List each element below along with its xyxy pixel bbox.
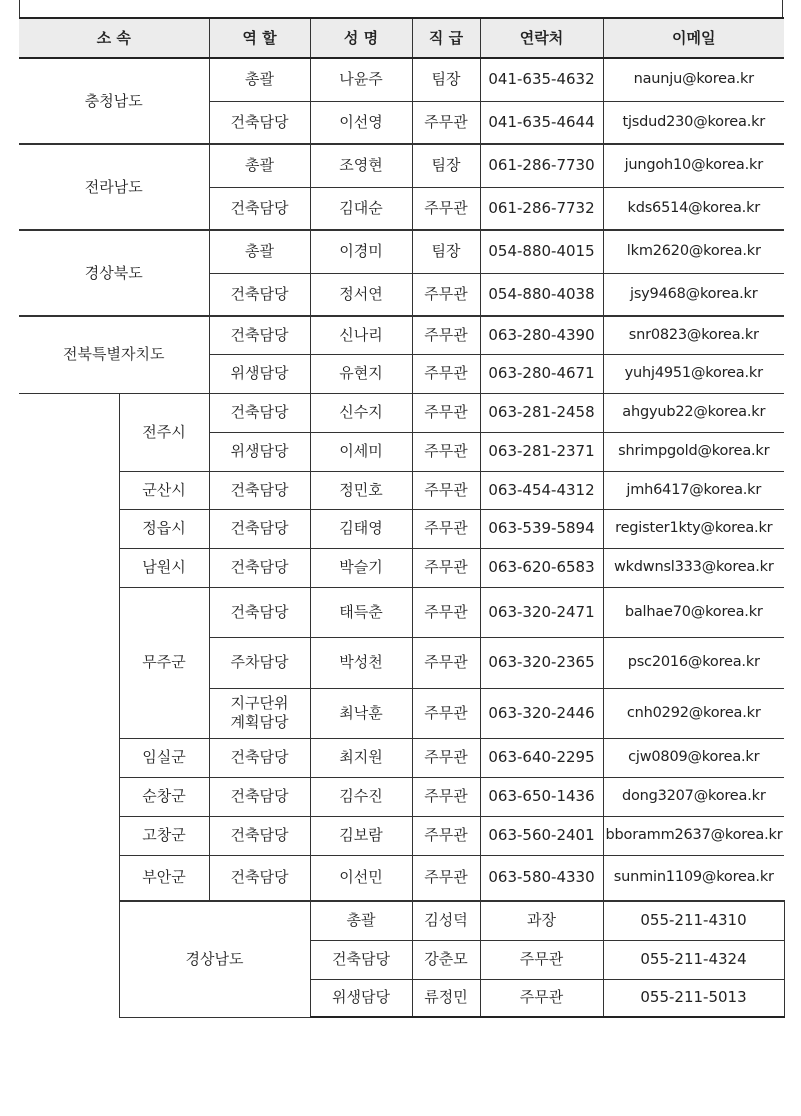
rank-cell: 주무관	[412, 101, 480, 144]
rank-cell: 주무관	[412, 187, 480, 230]
name-cell: 최지원	[310, 738, 412, 777]
header-row	[19, 18, 784, 58]
rank-cell: 팀장	[412, 58, 480, 101]
role-cell: 주차담당	[209, 637, 310, 688]
name-cell: 류정민	[412, 979, 480, 1017]
table-row	[19, 509, 784, 548]
subunit-cell: 순창군	[119, 777, 209, 816]
contact-directory-table	[19, 17, 784, 1018]
name-cell: 최낙훈	[310, 688, 412, 738]
phone-cell: 041-635-4644	[480, 101, 603, 144]
name-cell: 조영현	[310, 144, 412, 187]
rank-cell: 주무관	[412, 354, 480, 393]
role-cell: 건축담당	[209, 471, 310, 509]
phone-cell: 063-320-2471	[480, 587, 603, 637]
role-cell: 건축담당	[209, 816, 310, 855]
header-phone: 연락처	[480, 18, 603, 58]
subunit-cell: 무주군	[119, 587, 209, 738]
email-cell: sunmin1109@korea.kr	[603, 855, 784, 901]
header-role: 역 할	[209, 18, 310, 58]
name-cell: 유현지	[310, 354, 412, 393]
role-cell: 건축담당	[209, 273, 310, 316]
role-cell: 건축담당	[209, 738, 310, 777]
name-cell: 신나리	[310, 316, 412, 354]
role-cell: 건축담당	[209, 587, 310, 637]
phone-cell: 063-454-4312	[480, 471, 603, 509]
role-cell: 총괄	[209, 144, 310, 187]
phone-cell: 054-880-4038	[480, 273, 603, 316]
name-cell: 이선민	[310, 855, 412, 901]
table-row	[19, 393, 784, 432]
rank-cell: 주무관	[412, 316, 480, 354]
phone-cell: 063-539-5894	[480, 509, 603, 548]
name-cell: 이세미	[310, 432, 412, 471]
rank-cell: 주무관	[412, 548, 480, 587]
name-cell: 강춘모	[412, 940, 480, 979]
phone-cell: 063-620-6583	[480, 548, 603, 587]
phone-cell: 063-560-2401	[480, 816, 603, 855]
role-cell: 지구단위 계획담당	[209, 688, 310, 738]
table-row	[19, 230, 784, 273]
phone-cell: 055-211-4310	[603, 901, 784, 940]
name-cell: 태득춘	[310, 587, 412, 637]
role-cell: 위생담당	[310, 979, 412, 1017]
phone-cell: 063-320-2446	[480, 688, 603, 738]
region-cell: 경상남도	[119, 901, 310, 1017]
rank-cell: 팀장	[412, 144, 480, 187]
rank-cell: 주무관	[480, 940, 603, 979]
region-cell: 경상북도	[19, 230, 209, 316]
rank-cell: 과장	[480, 901, 603, 940]
name-cell: 신수지	[310, 393, 412, 432]
phone-cell: 063-650-1436	[480, 777, 603, 816]
email-cell: balhae70@korea.kr	[603, 587, 784, 637]
role-cell: 위생담당	[209, 432, 310, 471]
indent-spacer	[19, 393, 119, 1017]
subunit-cell: 정읍시	[119, 509, 209, 548]
email-cell: ahgyub22@korea.kr	[603, 393, 784, 432]
table-row	[19, 816, 784, 855]
email-cell: jungoh10@korea.kr	[603, 144, 784, 187]
email-cell: cnh0292@korea.kr	[603, 688, 784, 738]
name-cell: 김수진	[310, 777, 412, 816]
subunit-cell: 군산시	[119, 471, 209, 509]
phone-cell: 061-286-7732	[480, 187, 603, 230]
email-cell: psc2016@korea.kr	[603, 637, 784, 688]
email-cell: yuhj4951@korea.kr	[603, 354, 784, 393]
role-cell: 건축담당	[209, 187, 310, 230]
email-cell: dong3207@korea.kr	[603, 777, 784, 816]
header-rank: 직 급	[412, 18, 480, 58]
table-frame-top	[19, 0, 783, 17]
region-cell: 전라남도	[19, 144, 209, 230]
phone-cell: 063-640-2295	[480, 738, 603, 777]
phone-cell: 063-281-2458	[480, 393, 603, 432]
table-row	[19, 144, 784, 187]
email-cell: tjsdud230@korea.kr	[603, 101, 784, 144]
role-cell: 건축담당	[209, 855, 310, 901]
role-cell: 건축담당	[209, 777, 310, 816]
region-cell: 충청남도	[19, 58, 209, 144]
phone-cell: 061-286-7730	[480, 144, 603, 187]
role-cell: 건축담당	[209, 101, 310, 144]
header-email: 이메일	[603, 18, 784, 58]
subunit-cell: 전주시	[119, 393, 209, 471]
role-cell: 건축담당	[209, 393, 310, 432]
rank-cell: 주무관	[412, 738, 480, 777]
rank-cell: 주무관	[412, 816, 480, 855]
table-row	[19, 901, 784, 940]
rank-cell: 주무관	[412, 393, 480, 432]
subunit-cell: 부안군	[119, 855, 209, 901]
table-row	[19, 738, 784, 777]
role-cell: 총괄	[209, 230, 310, 273]
table-row	[19, 316, 784, 354]
rank-cell: 주무관	[412, 855, 480, 901]
name-cell: 김태영	[310, 509, 412, 548]
role-cell: 위생담당	[209, 354, 310, 393]
name-cell: 나윤주	[310, 58, 412, 101]
subunit-cell: 남원시	[119, 548, 209, 587]
table-row	[19, 58, 784, 101]
rank-cell: 팀장	[412, 230, 480, 273]
name-cell: 정민호	[310, 471, 412, 509]
email-cell: naunju@korea.kr	[603, 58, 784, 101]
rank-cell: 주무관	[412, 587, 480, 637]
role-cell: 건축담당	[209, 548, 310, 587]
name-cell: 이선영	[310, 101, 412, 144]
name-cell: 이경미	[310, 230, 412, 273]
role-cell: 건축담당	[310, 940, 412, 979]
role-cell: 총괄	[209, 58, 310, 101]
table-row	[19, 471, 784, 509]
header-name: 성 명	[310, 18, 412, 58]
role-cell: 건축담당	[209, 509, 310, 548]
email-cell: wkdwnsl333@korea.kr	[603, 548, 784, 587]
rank-cell: 주무관	[412, 637, 480, 688]
email-cell: kds6514@korea.kr	[603, 187, 784, 230]
table-row	[19, 548, 784, 587]
rank-cell: 주무관	[412, 471, 480, 509]
name-cell: 김대순	[310, 187, 412, 230]
rank-cell: 주무관	[412, 273, 480, 316]
name-cell: 정서연	[310, 273, 412, 316]
name-cell: 박슬기	[310, 548, 412, 587]
table-row	[19, 777, 784, 816]
phone-cell: 063-580-4330	[480, 855, 603, 901]
email-cell: lkm2620@korea.kr	[603, 230, 784, 273]
email-cell: snr0823@korea.kr	[603, 316, 784, 354]
subunit-cell: 고창군	[119, 816, 209, 855]
phone-cell: 063-320-2365	[480, 637, 603, 688]
region-cell: 전북특별자치도	[19, 316, 209, 393]
role-cell: 총괄	[310, 901, 412, 940]
phone-cell: 054-880-4015	[480, 230, 603, 273]
table-row	[19, 855, 784, 901]
rank-cell: 주무관	[412, 432, 480, 471]
phone-cell: 041-635-4632	[480, 58, 603, 101]
subunit-cell: 임실군	[119, 738, 209, 777]
email-cell: register1kty@korea.kr	[603, 509, 784, 548]
name-cell: 김보람	[310, 816, 412, 855]
name-cell: 박성천	[310, 637, 412, 688]
rank-cell: 주무관	[412, 777, 480, 816]
phone-cell: 063-281-2371	[480, 432, 603, 471]
phone-cell: 055-211-5013	[603, 979, 784, 1017]
phone-cell: 063-280-4390	[480, 316, 603, 354]
email-cell: jsy9468@korea.kr	[603, 273, 784, 316]
rank-cell: 주무관	[412, 509, 480, 548]
email-cell: shrimpgold@korea.kr	[603, 432, 784, 471]
rank-cell: 주무관	[480, 979, 603, 1017]
phone-cell: 055-211-4324	[603, 940, 784, 979]
name-cell: 김성덕	[412, 901, 480, 940]
email-cell: cjw0809@korea.kr	[603, 738, 784, 777]
role-cell: 건축담당	[209, 316, 310, 354]
email-cell: bboramm2637@korea.kr	[603, 816, 784, 855]
email-cell: jmh6417@korea.kr	[603, 471, 784, 509]
table-row	[19, 587, 784, 637]
header-affiliation: 소 속	[19, 18, 209, 58]
phone-cell: 063-280-4671	[480, 354, 603, 393]
rank-cell: 주무관	[412, 688, 480, 738]
